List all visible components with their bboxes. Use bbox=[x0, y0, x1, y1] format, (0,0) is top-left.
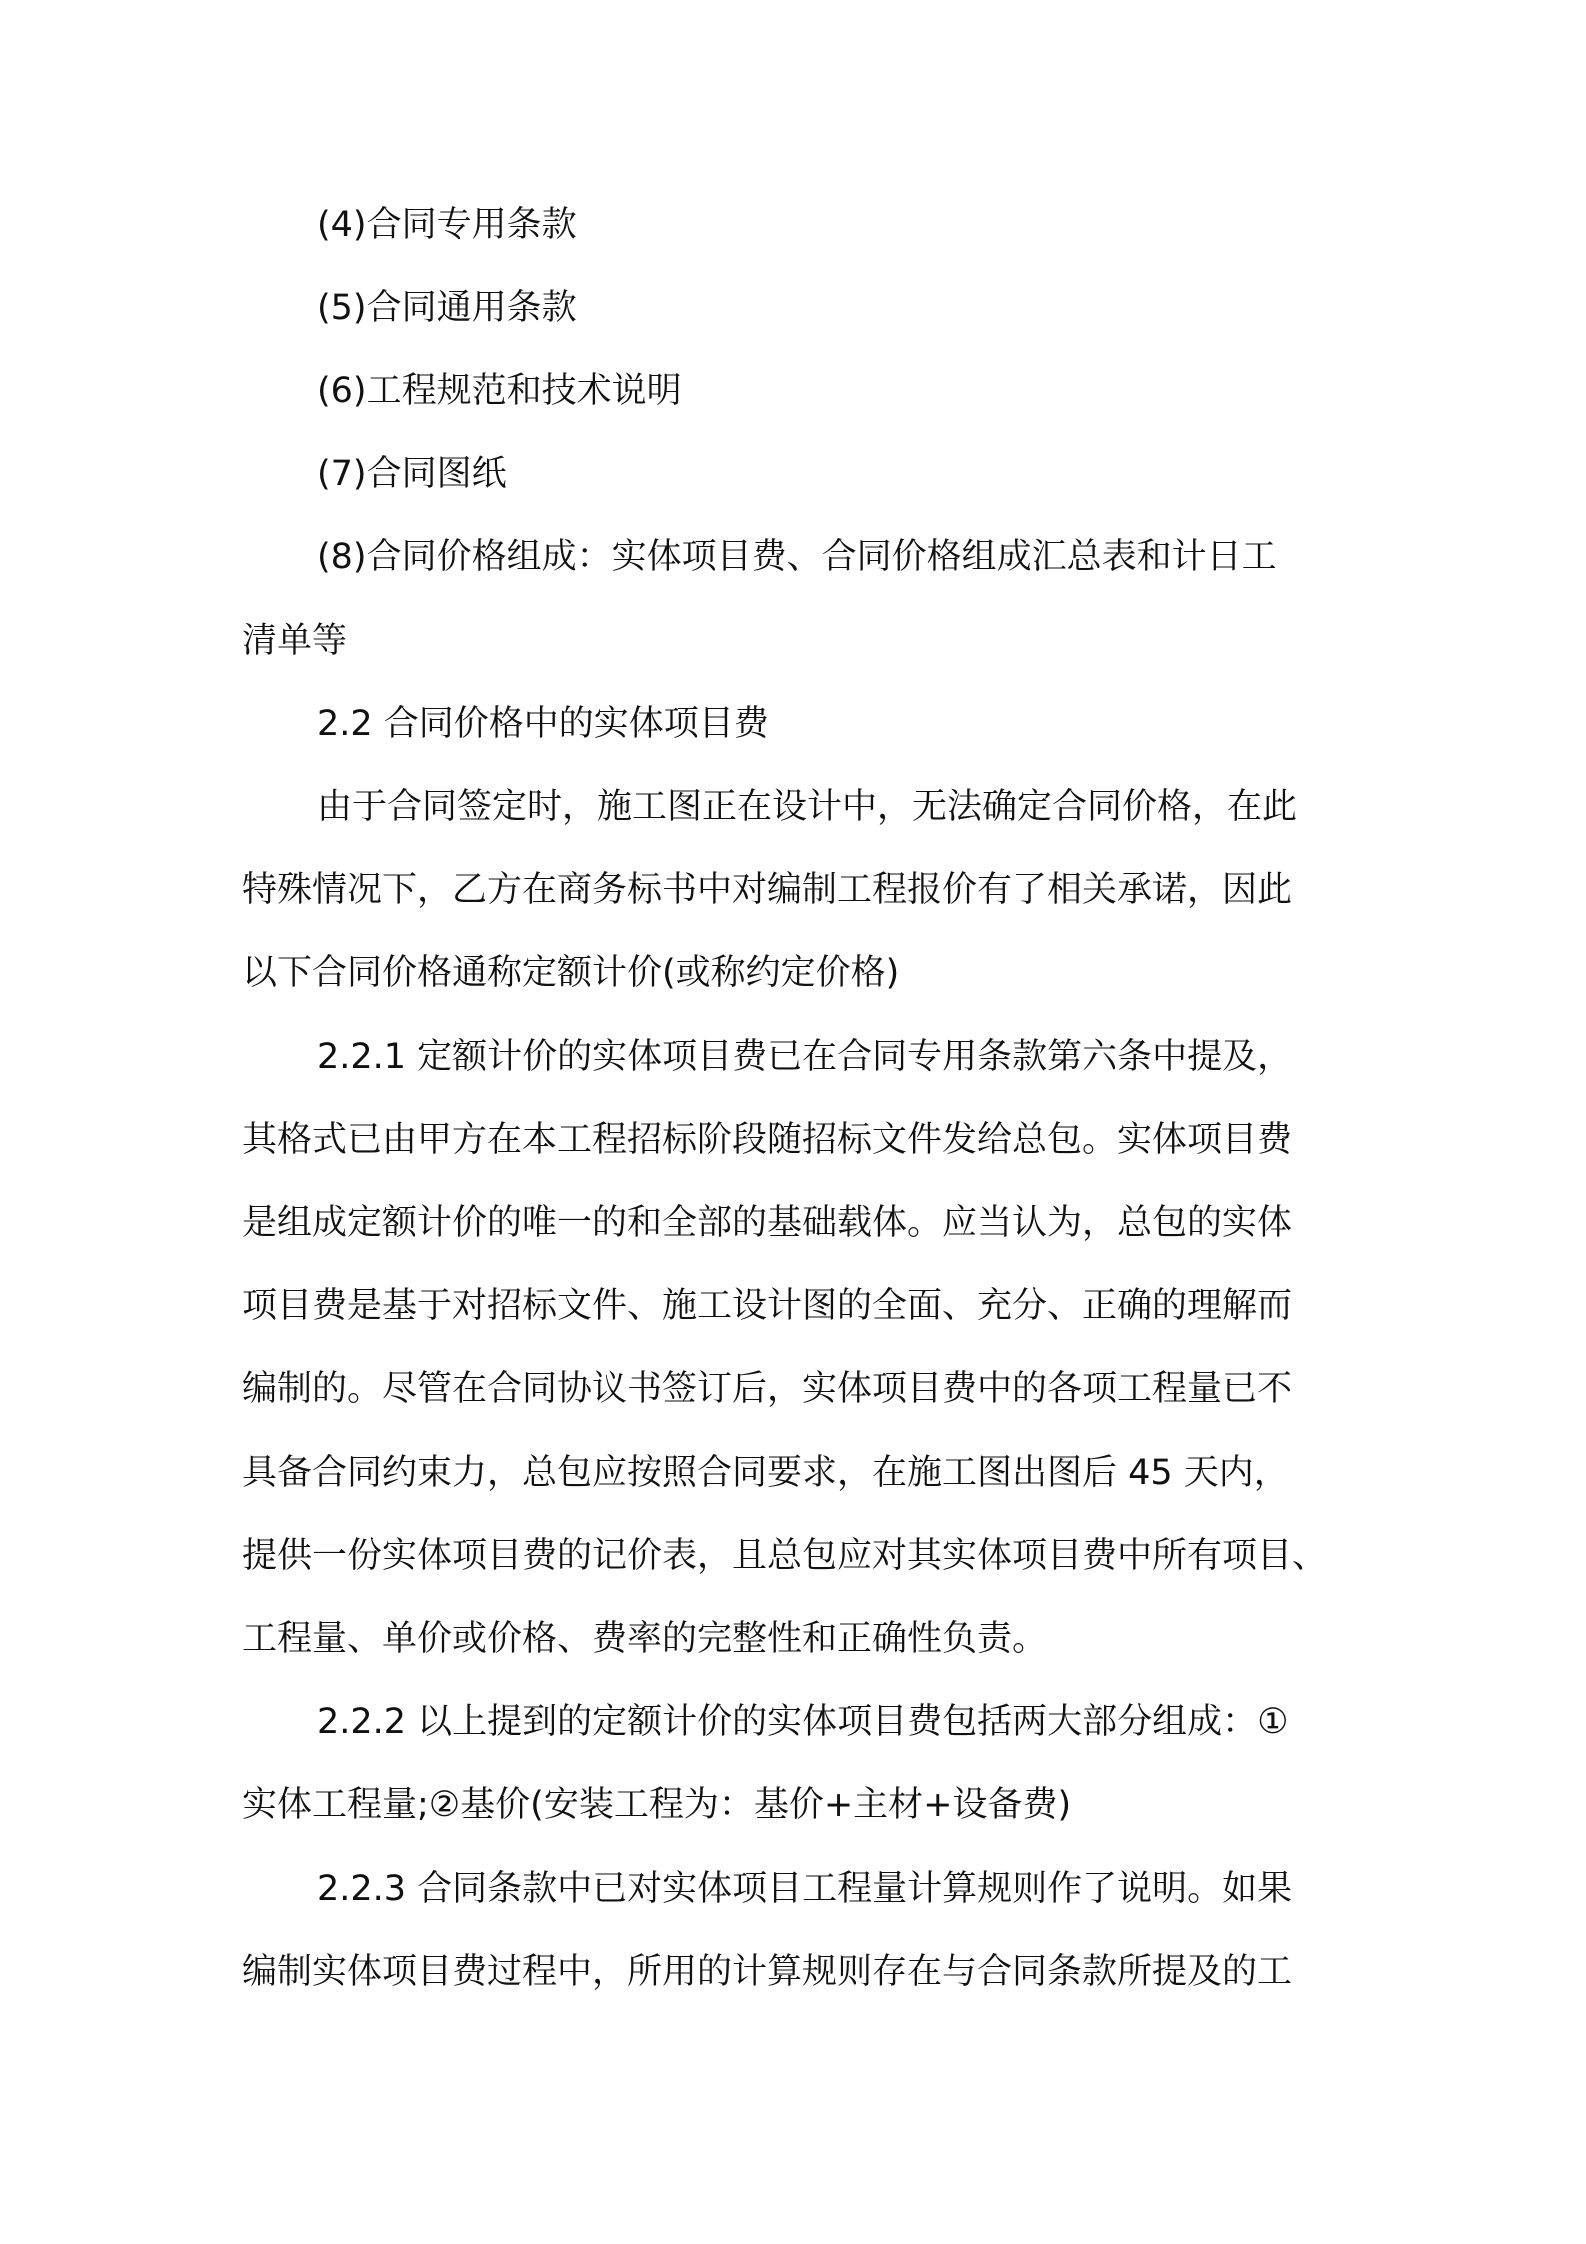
paragraph-line: 是组成定额计价的唯一的和全部的基础载体。应当认为，总包的实体 bbox=[242, 1203, 1293, 1243]
paragraph-line: 工程量、单价或价格、费率的完整性和正确性负责。 bbox=[242, 1619, 1048, 1659]
list-item-8-line-2: 清单等 bbox=[242, 621, 348, 661]
list-item-5: (5)合同通用条款 bbox=[317, 288, 577, 328]
paragraph-line: 实体工程量;②基价(安装工程为：基价+主材+设备费) bbox=[242, 1785, 1072, 1825]
paragraph-line: 提供一份实体项目费的记价表，且总包应对其实体项目费中所有项目、 bbox=[242, 1536, 1328, 1576]
paragraph-line: 其格式已由甲方在本工程招标阶段随招标文件发给总包。实体项目费 bbox=[242, 1120, 1293, 1160]
paragraph-line: 以下合同价格通称定额计价(或称约定价格) bbox=[242, 953, 900, 993]
paragraph-line: 项目费是基于对招标文件、施工设计图的全面、充分、正确的理解而 bbox=[242, 1286, 1293, 1326]
paragraph-line: 特殊情况下，乙方在商务标书中对编制工程报价有了相关承诺，因此 bbox=[242, 870, 1293, 910]
paragraph-line: 具备合同约束力，总包应按照合同要求，在施工图出图后 45 天内， bbox=[242, 1453, 1289, 1493]
paragraph-line: 2.2.2 以上提到的定额计价的实体项目费包括两大部分组成：① bbox=[317, 1702, 1289, 1742]
list-item-6: (6)工程规范和技术说明 bbox=[317, 371, 682, 411]
list-item-8-line-1: (8)合同价格组成：实体项目费、合同价格组成汇总表和计日工 bbox=[317, 537, 1277, 577]
section-heading-2-2: 2.2 合同价格中的实体项目费 bbox=[317, 704, 769, 744]
paragraph-line: 由于合同签定时，施工图正在设计中，无法确定合同价格，在此 bbox=[317, 787, 1298, 827]
paragraph-line: 编制实体项目费过程中，所用的计算规则存在与合同条款所提及的工 bbox=[242, 1952, 1293, 1992]
paragraph-line: 编制的。尽管在合同协议书签订后，实体项目费中的各项工程量已不 bbox=[242, 1369, 1293, 1409]
paragraph-line: 2.2.1 定额计价的实体项目费已在合同专用条款第六条中提及， bbox=[317, 1037, 1293, 1077]
list-item-4: (4)合同专用条款 bbox=[317, 205, 577, 245]
list-item-7: (7)合同图纸 bbox=[317, 454, 507, 494]
paragraph-line: 2.2.3 合同条款中已对实体项目工程量计算规则作了说明。如果 bbox=[317, 1869, 1293, 1909]
